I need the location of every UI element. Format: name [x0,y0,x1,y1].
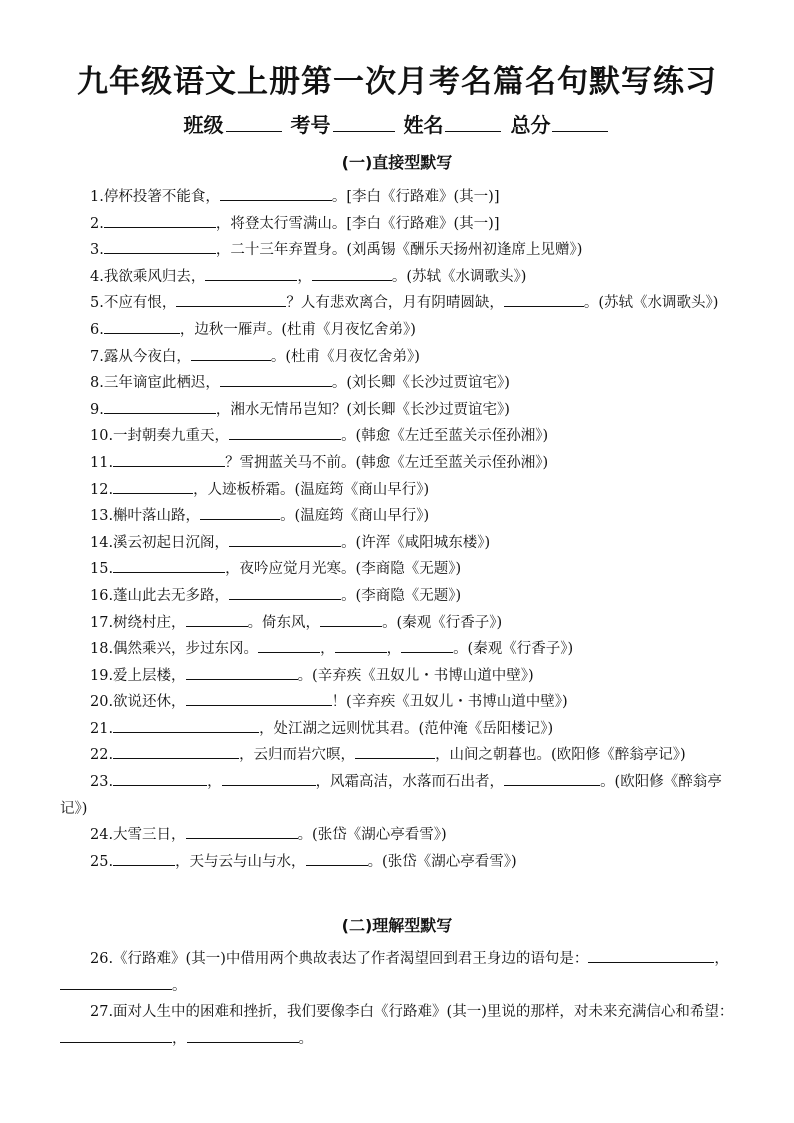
question-text: 。(辛弃疾《丑奴儿・书博山道中壁》) [297,667,534,684]
question-text: 25. [90,853,114,870]
direct-question-list [60,184,740,875]
section-heading-comprehension: (二)理解型默写 [341,916,453,935]
question-text: ！(辛弃疾《丑奴儿・书博山道中壁》) [331,694,568,711]
answer-blank[interactable] [113,718,259,733]
question-text: 。(张岱《湖心亭看雪》) [297,827,447,844]
answer-blank[interactable] [220,372,332,387]
question-text: 9. [90,401,104,418]
question-text: 15. [90,561,114,578]
question-text: 22. [90,747,114,764]
question-item [60,290,740,317]
question-text: 19.爱上层楼， [90,667,186,684]
comprehension-question-list [60,946,740,1052]
answer-blank[interactable] [312,266,392,281]
student-info-row [0,110,794,140]
comprehension-question [60,999,740,1052]
answer-blank[interactable] [186,612,248,627]
question-text: 。(温庭筠《商山早行》) [280,508,430,525]
answer-blank[interactable] [258,638,320,653]
question-item [60,184,740,211]
answer-blank[interactable] [104,239,216,254]
section-heading-direct: (一)直接型默写 [341,153,453,172]
answer-blank[interactable] [355,744,435,759]
question-text: 14.溪云初起日沉阁， [90,534,230,551]
answer-blank[interactable] [186,665,298,680]
question-text: 27.面对人生中的困难和挫折，我们要像李白《行路难》(其一)里说的那样，对未来充满信心和希望： [90,1004,734,1021]
question-text: ？雪拥蓝关马不前。(韩愈《左迁至蓝关示侄孙湘》) [225,454,549,471]
answer-blank[interactable] [205,266,297,281]
comprehension-question [60,946,740,999]
question-text: 。(苏轼《水调歌头》) [583,295,719,312]
question-text: ，处江湖之远则忧其君。(范仲淹《岳阳楼记》) [259,720,554,737]
answer-blank[interactable] [113,558,225,573]
answer-blank[interactable] [113,744,239,759]
question-text: 。 [298,1030,313,1047]
question-text: 23. [90,774,114,791]
answer-blank[interactable] [186,691,332,706]
question-text: 13.槲叶落山路， [90,508,201,525]
answer-blank[interactable] [401,638,453,653]
question-text: 21. [90,720,114,737]
question-item [60,716,740,743]
answer-blank[interactable] [200,505,280,520]
question-text: 24.大雪三日， [90,827,186,844]
question-item [60,769,740,822]
page-title: 九年级语文上册第一次月考名篇名句默写练习 [77,64,717,100]
question-text: ？人有悲欢离合，月有阴晴圆缺， [286,295,504,312]
answer-blank[interactable] [104,399,216,414]
question-text: ，风霜高洁，水落而石出者， [315,774,505,791]
question-item [60,556,740,583]
question-item [60,477,740,504]
question-text: 。(张岱《湖心亭看雪》) [367,853,517,870]
question-text: 。[李白《行路难》(其一)] [331,189,500,205]
question-text: ， [386,641,402,658]
answer-blank[interactable] [176,292,286,307]
question-text: 2. [90,215,104,232]
question-item [60,397,740,424]
question-text: 7.露从今夜白， [90,348,191,365]
question-text: 。(秦观《行香子》) [453,641,574,658]
question-text: ，将登太行雪满山。[李白《行路难》(其一)] [215,215,500,232]
answer-blank[interactable] [187,1028,299,1043]
question-text: ， [172,1030,187,1047]
question-text: ，山间之朝暮也。(欧阳修《醉翁亭记》) [435,747,686,764]
question-item [60,530,740,557]
class-field[interactable] [226,111,282,132]
question-text: 5.不应有恨， [90,295,177,312]
answer-blank[interactable] [229,532,341,547]
question-item [60,423,740,450]
answer-blank[interactable] [220,186,332,201]
question-text: 18.偶然乘兴，步过东冈。 [90,641,259,658]
question-text: ， [320,641,335,658]
question-text: 4.我欲乘风归去， [90,268,206,285]
answer-blank[interactable] [222,771,316,786]
question-item [60,344,740,371]
class-label: 班级 [183,113,224,137]
question-text: 1.停杯投箸不能食， [90,189,220,205]
question-text: ，夜吟应觉月光寒。(李商隐《无题》) [225,561,462,578]
answer-blank[interactable] [60,1028,172,1043]
question-item [60,237,740,264]
answer-blank[interactable] [113,452,225,467]
answer-blank[interactable] [504,771,600,786]
question-text: ，边秋一雁声。(杜甫《月夜忆舍弟》) [179,321,416,338]
score-label: 总分 [510,113,551,137]
question-item [60,211,740,238]
answer-blank[interactable] [335,638,387,653]
question-text: 。(杜甫《月夜忆舍弟》) [270,348,420,365]
question-text: ，人迹板桥霜。(温庭筠《商山早行》) [193,481,430,498]
question-text: ，天与云与山与水， [175,853,306,870]
answer-blank[interactable] [113,771,207,786]
answer-blank[interactable] [186,824,298,839]
answer-blank[interactable] [229,585,341,600]
answer-blank[interactable] [306,851,368,866]
answer-blank[interactable] [504,292,584,307]
question-text: ， [207,774,222,791]
question-item [60,849,740,876]
question-text: 12. [90,481,114,498]
question-text: 。(欧阳修《醉翁亭记》) [60,774,722,817]
answer-blank[interactable] [104,319,180,334]
question-text: ，二十三年弃置身。(刘禹锡《酬乐天扬州初逢席上见赠》) [215,242,583,259]
answer-blank[interactable] [113,851,175,866]
question-item [60,610,740,637]
question-text: ，云归而岩穴暝， [239,747,356,764]
exam-no-label: 考号 [290,113,331,137]
question-text: 。(苏轼《水调歌头》) [391,268,527,285]
question-item [60,689,740,716]
answer-blank[interactable] [104,213,216,228]
question-text: 16.蓬山此去无多路， [90,587,230,604]
question-item [60,317,740,344]
question-text: 。(刘长卿《长沙过贾谊宅》) [331,375,510,392]
score-field[interactable] [552,111,608,132]
answer-blank[interactable] [588,948,714,963]
question-text: 。倚东风， [247,614,321,631]
question-item [60,742,740,769]
question-text: 26.《行路难》(其一)中借用两个典故表达了作者渴望回到君王身边的语句是： [90,951,589,967]
question-text: 。(秦观《行香子》) [382,614,503,631]
question-text: ，湘水无情吊岂知？(刘长卿《长沙过贾谊宅》) [215,401,510,418]
answer-blank[interactable] [113,479,193,494]
question-text: 。(许浑《咸阳城东楼》) [341,534,491,551]
question-item [60,663,740,690]
question-item [60,264,740,291]
question-text: 20.欲说还休， [90,694,186,711]
question-text: 6. [90,321,104,338]
question-text: 。(李商隐《无题》) [341,587,462,604]
question-text: 3. [90,242,104,259]
question-text: 10.一封朝奏九重天， [90,428,230,445]
question-item [60,822,740,849]
answer-blank[interactable] [191,346,271,361]
answer-blank[interactable] [229,425,341,440]
question-item [60,450,740,477]
question-text: ， [297,268,312,285]
question-text: 17.树绕村庄， [90,614,186,631]
question-text: ， [714,951,729,967]
exam-no-field[interactable] [333,111,395,132]
name-label: 姓名 [403,113,444,137]
question-text: 。(韩愈《左迁至蓝关示侄孙湘》) [341,428,549,445]
answer-blank[interactable] [60,975,172,990]
question-text: 。 [172,977,187,994]
question-item [60,583,740,610]
question-item [60,370,740,397]
question-text: 11. [90,454,114,471]
question-text: 8.三年谪宦此栖迟， [90,375,220,392]
question-item [60,636,740,663]
answer-blank[interactable] [320,612,382,627]
name-field[interactable] [445,111,501,132]
question-item [60,503,740,530]
